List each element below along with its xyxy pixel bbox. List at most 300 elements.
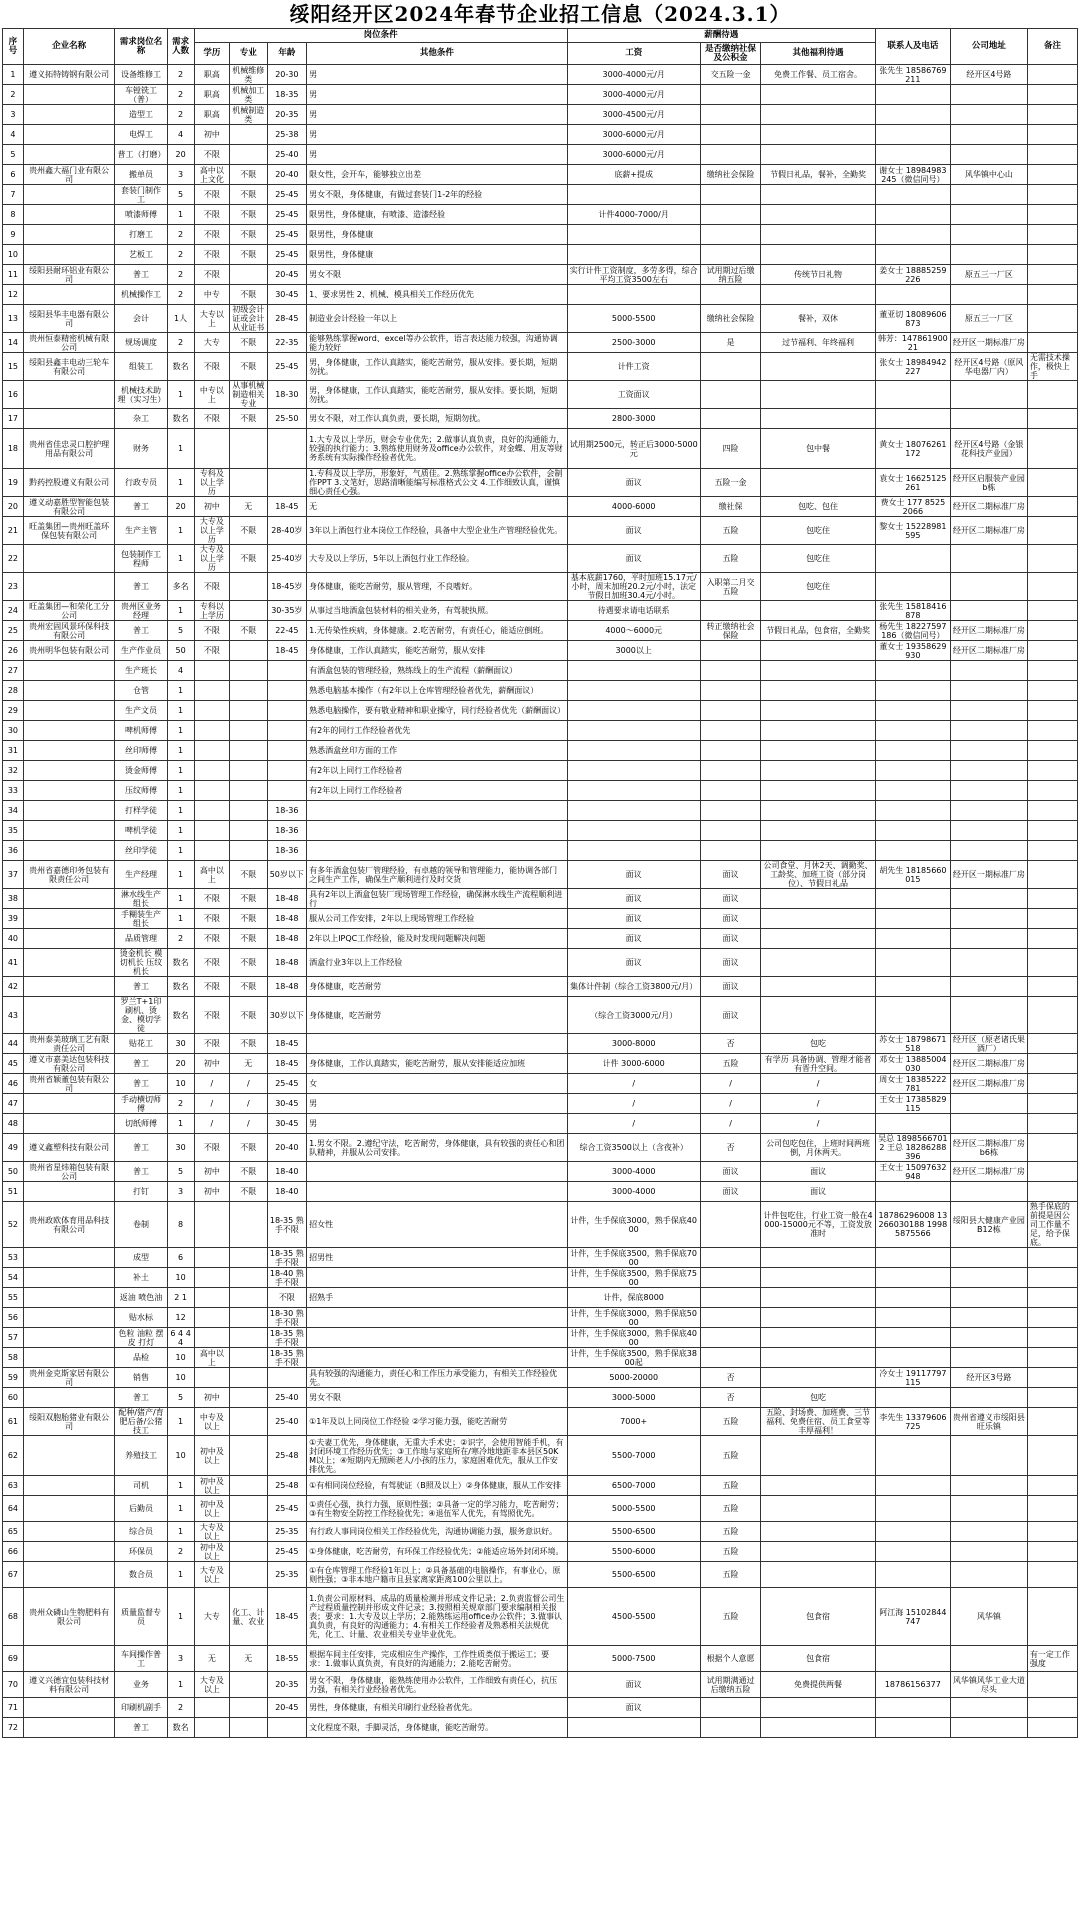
row-other: 制造业会计经验一年以上 — [307, 305, 567, 333]
row-insurance — [700, 381, 760, 409]
row-seq: 51 — [3, 1182, 24, 1202]
row-insurance: 缴纳社会保险 — [700, 165, 760, 185]
row-salary: 面议 — [567, 889, 700, 909]
row-education — [194, 1268, 229, 1288]
row-seq: 22 — [3, 545, 24, 573]
row-contact: 李先生 13379606725 — [875, 1408, 950, 1436]
row-salary: 3000-5000 — [567, 1388, 700, 1408]
table-row — [3, 409, 1078, 429]
row-age: 20-35 — [267, 105, 307, 125]
header-major: 专业 — [230, 43, 267, 65]
row-major: 不限 — [230, 889, 267, 909]
row-major — [230, 1718, 267, 1738]
row-major: 初级会计证或会计从业证书 — [230, 305, 267, 333]
row-company: 旺盖集团—贵州旺盖环保包装有限公司 — [23, 517, 115, 545]
table-row — [3, 1348, 1078, 1368]
row-note — [1027, 245, 1077, 265]
row-salary: 5000-7500 — [567, 1646, 700, 1672]
row-other: 限男性，身体健康，有喷漆、造漆经验 — [307, 205, 567, 225]
row-seq: 32 — [3, 761, 24, 781]
row-salary: 计件 3000-6000 — [567, 1054, 700, 1074]
row-insurance — [700, 185, 760, 205]
row-count: 1 — [167, 1522, 194, 1542]
row-company — [23, 781, 115, 801]
row-post: 综合员 — [115, 1522, 167, 1542]
row-seq: 67 — [3, 1562, 24, 1588]
row-contact — [875, 1562, 950, 1588]
row-welfare: 面议 — [761, 1162, 876, 1182]
row-salary — [567, 701, 700, 721]
row-other: 招熟手 — [307, 1288, 567, 1308]
row-seq: 12 — [3, 285, 24, 305]
row-insurance — [700, 1308, 760, 1328]
row-contact: 邓女士 13885004030 — [875, 1054, 950, 1074]
row-seq: 28 — [3, 681, 24, 701]
row-count: 1 — [167, 1562, 194, 1588]
row-address: 经开区一期标准厂房 — [950, 861, 1027, 889]
row-post: 普工 — [115, 1162, 167, 1182]
row-education: 职高 — [194, 65, 229, 85]
row-insurance — [700, 205, 760, 225]
row-count: 数名 — [167, 409, 194, 429]
row-salary — [567, 245, 700, 265]
row-address — [950, 573, 1027, 601]
row-company — [23, 701, 115, 721]
row-education: / — [194, 1074, 229, 1094]
table-row — [3, 1476, 1078, 1496]
row-insurance — [700, 701, 760, 721]
row-salary — [567, 1718, 700, 1738]
table-row — [3, 889, 1078, 909]
row-major — [230, 661, 267, 681]
row-count: 20 — [167, 145, 194, 165]
row-insurance — [700, 1348, 760, 1368]
row-insurance — [700, 1288, 760, 1308]
row-age: 25-48 — [267, 1476, 307, 1496]
row-contact: 谢女士 18984983245（微信同号） — [875, 165, 950, 185]
table-row — [3, 185, 1078, 205]
row-education: 大专以上 — [194, 305, 229, 333]
table-row — [3, 1388, 1078, 1408]
row-other: 1、要求男性 2、机械、模具相关工作经历优先 — [307, 285, 567, 305]
row-major: 不限 — [230, 333, 267, 353]
row-contact: 袁女士 16625125261 — [875, 469, 950, 497]
row-welfare — [761, 1542, 876, 1562]
row-other: 2年以上IPQC工作经验，能及时发现问题解决问题 — [307, 929, 567, 949]
row-education — [194, 429, 229, 469]
row-major: 机械加工类 — [230, 85, 267, 105]
row-welfare: 包吃住 — [761, 573, 876, 601]
row-insurance: 面议 — [700, 929, 760, 949]
row-company — [23, 1268, 115, 1288]
row-insurance — [700, 741, 760, 761]
row-salary: 5000-20000 — [567, 1368, 700, 1388]
row-major — [230, 721, 267, 741]
row-company — [23, 225, 115, 245]
row-seq: 43 — [3, 997, 24, 1034]
row-welfare: 传统节日礼物 — [761, 265, 876, 285]
row-contact: 杨先生 18227597186（微信同号） — [875, 621, 950, 641]
row-post: 生产经理 — [115, 861, 167, 889]
row-other: 无 — [307, 497, 567, 517]
row-education: 初中及以上 — [194, 1542, 229, 1562]
row-major: / — [230, 1114, 267, 1134]
row-address: 贵州省遵义市绥阳县旺乐镇 — [950, 1408, 1027, 1436]
row-count: 1 — [167, 841, 194, 861]
row-salary: 待遇要求请电话联系 — [567, 601, 700, 621]
table-row — [3, 285, 1078, 305]
table-row — [3, 225, 1078, 245]
row-post: 搬单员 — [115, 165, 167, 185]
row-company: 贵州明华包装有限公司 — [23, 641, 115, 661]
row-age: 18-48 — [267, 949, 307, 977]
row-count: 1 — [167, 741, 194, 761]
row-seq: 6 — [3, 165, 24, 185]
row-address: 经开区启服装产业园b栋 — [950, 469, 1027, 497]
row-seq: 15 — [3, 353, 24, 381]
row-welfare — [761, 1348, 876, 1368]
row-count: 1 — [167, 821, 194, 841]
row-contact — [875, 929, 950, 949]
row-note — [1027, 1288, 1077, 1308]
row-company: 绥阳双胞胎猪业有限公司 — [23, 1408, 115, 1436]
row-welfare — [761, 1718, 876, 1738]
row-welfare: / — [761, 1094, 876, 1114]
row-welfare — [761, 205, 876, 225]
header-salary: 工资 — [567, 43, 700, 65]
table-row — [3, 333, 1078, 353]
row-company — [23, 721, 115, 741]
row-seq: 44 — [3, 1034, 24, 1054]
row-note — [1027, 1522, 1077, 1542]
row-salary: 5000-5500 — [567, 305, 700, 333]
row-salary: / — [567, 1074, 700, 1094]
row-note — [1027, 409, 1077, 429]
row-other: ①有仓库管理工作经验1年以上；②具备基础的电脑操作，有事业心，原则性强；③非本地户籍市且县家离家距离100公里以上。 — [307, 1562, 567, 1588]
row-major — [230, 681, 267, 701]
table-row — [3, 125, 1078, 145]
row-contact — [875, 1522, 950, 1542]
row-company: 贵州泰美玻璃工艺有限责任公司 — [23, 1034, 115, 1054]
row-address: 绥阳县大健康产业园B12栋 — [950, 1202, 1027, 1248]
row-other: 男，身体健康，工作认真踏实，能吃苦耐劳，服从安排。要长期，短期勿扰。 — [307, 353, 567, 381]
row-other: ①1年及以上同岗位工作经验 ②学习能力强，能吃苦耐劳 — [307, 1408, 567, 1436]
row-note — [1027, 545, 1077, 573]
row-major — [230, 1202, 267, 1248]
row-age: 18-40 — [267, 1162, 307, 1182]
row-company: 绥阳县华丰电器有限公司 — [23, 305, 115, 333]
row-education — [194, 1328, 229, 1348]
row-company — [23, 545, 115, 573]
row-post: 电焊工 — [115, 125, 167, 145]
row-post: 机械操作工 — [115, 285, 167, 305]
row-company — [23, 929, 115, 949]
row-company — [23, 1476, 115, 1496]
row-address: 经开区4号路（原风华电器厂内） — [950, 353, 1027, 381]
row-major: 不限 — [230, 353, 267, 381]
row-contact: 吴总 18985667012 王总 18286288396 — [875, 1134, 950, 1162]
table-row — [3, 1542, 1078, 1562]
table-row — [3, 949, 1078, 977]
row-other: 具有较强的沟通能力，责任心和工作压力承受能力，有相关工作经验优先。 — [307, 1368, 567, 1388]
row-major — [230, 821, 267, 841]
row-address — [950, 381, 1027, 409]
row-address — [950, 145, 1027, 165]
row-other: 有行政人事同岗位相关工作经验优先，沟通协调能力强，服务意识好。 — [307, 1522, 567, 1542]
row-note — [1027, 909, 1077, 929]
row-welfare: 节假日礼品，餐补，全勤奖 — [761, 165, 876, 185]
row-post: 普工 — [115, 1054, 167, 1074]
row-major: 不限 — [230, 929, 267, 949]
row-company — [23, 1328, 115, 1348]
row-age: 30-45 — [267, 1094, 307, 1114]
row-age: 28-45 — [267, 305, 307, 333]
row-count: 数名 — [167, 997, 194, 1034]
row-note — [1027, 661, 1077, 681]
row-contact: 董亚切 18089606873 — [875, 305, 950, 333]
row-education: 不限 — [194, 997, 229, 1034]
row-address — [950, 185, 1027, 205]
row-count: 2 1 — [167, 1288, 194, 1308]
row-seq: 25 — [3, 621, 24, 641]
row-contact — [875, 225, 950, 245]
row-insurance: 交五险一金 — [700, 65, 760, 85]
row-welfare — [761, 145, 876, 165]
row-contact — [875, 681, 950, 701]
row-seq: 63 — [3, 1476, 24, 1496]
row-insurance: 五险一金 — [700, 469, 760, 497]
row-education — [194, 721, 229, 741]
row-insurance — [700, 225, 760, 245]
row-education: 不限 — [194, 909, 229, 929]
row-note: 无需技术操作，极快上手 — [1027, 353, 1077, 381]
row-contact — [875, 889, 950, 909]
row-contact: 冷女士 19117797115 — [875, 1368, 950, 1388]
row-insurance — [700, 245, 760, 265]
row-contact — [875, 1328, 950, 1348]
row-major: 从事机械制造相关专业 — [230, 381, 267, 409]
row-company — [23, 1388, 115, 1408]
row-insurance — [700, 105, 760, 125]
row-note — [1027, 1436, 1077, 1476]
row-major — [230, 573, 267, 601]
row-note — [1027, 997, 1077, 1034]
row-welfare — [761, 1698, 876, 1718]
row-age: 18-48 — [267, 889, 307, 909]
row-education: 高中以上 — [194, 861, 229, 889]
row-insurance: 五险 — [700, 545, 760, 573]
row-age: 18-35 熟手不限 — [267, 1202, 307, 1248]
row-post: 卷制 — [115, 1202, 167, 1248]
row-welfare — [761, 1562, 876, 1588]
row-count: 1 — [167, 1588, 194, 1646]
row-other: 文化程度不限，手脚灵活，身体健康，能吃苦耐劳。 — [307, 1718, 567, 1738]
row-post: 贴花工 — [115, 1034, 167, 1054]
row-salary: 计件，保底8000 — [567, 1288, 700, 1308]
table-row — [3, 205, 1078, 225]
row-insurance: 转正缴纳社会保险 — [700, 621, 760, 641]
row-seq: 69 — [3, 1646, 24, 1672]
table-row — [3, 701, 1078, 721]
row-company: 遵义鑫塑科技有限公司 — [23, 1134, 115, 1162]
row-major: 不限 — [230, 1182, 267, 1202]
row-major — [230, 1248, 267, 1268]
row-contact — [875, 1348, 950, 1368]
row-major: 不限 — [230, 977, 267, 997]
row-welfare — [761, 1328, 876, 1348]
row-post: 机械技术助理（实习生） — [115, 381, 167, 409]
row-major — [230, 1388, 267, 1408]
row-other: 男女不限 — [307, 265, 567, 285]
row-post: 车间操作普工 — [115, 1646, 167, 1672]
row-education: / — [194, 1094, 229, 1114]
table-row — [3, 573, 1078, 601]
row-count: 1 — [167, 601, 194, 621]
row-contact — [875, 661, 950, 681]
row-insurance — [700, 409, 760, 429]
row-count: 2 — [167, 1698, 194, 1718]
row-contact — [875, 85, 950, 105]
row-insurance — [700, 85, 760, 105]
table-row — [3, 601, 1078, 621]
row-insurance: 五险 — [700, 517, 760, 545]
row-contact: 胡先生 18185660015 — [875, 861, 950, 889]
row-address — [950, 1476, 1027, 1496]
row-seq: 4 — [3, 125, 24, 145]
row-contact — [875, 1542, 950, 1562]
header-contact: 联系人及电话 — [875, 29, 950, 65]
row-company — [23, 997, 115, 1034]
row-count: 数名 — [167, 1718, 194, 1738]
row-company — [23, 821, 115, 841]
row-education: 不限 — [194, 949, 229, 977]
row-count: 10 — [167, 1436, 194, 1476]
row-contact — [875, 245, 950, 265]
row-age: 18-45 — [267, 1588, 307, 1646]
row-insurance: 入职第二月交五险 — [700, 573, 760, 601]
row-seq: 1 — [3, 65, 24, 85]
row-note — [1027, 1074, 1077, 1094]
row-other: 身体健康，吃苦耐劳 — [307, 997, 567, 1034]
row-address — [950, 409, 1027, 429]
table-row — [3, 821, 1078, 841]
row-post: 烫金机长 模切机长 压纹机长 — [115, 949, 167, 977]
row-post: 打样学徒 — [115, 801, 167, 821]
row-age — [267, 681, 307, 701]
row-welfare — [761, 1436, 876, 1476]
row-contact: 费女士 177 8525 2066 — [875, 497, 950, 517]
row-salary: 3000-6000元/月 — [567, 125, 700, 145]
row-contact — [875, 1248, 950, 1268]
header-age: 年龄 — [267, 43, 307, 65]
row-other — [307, 1182, 567, 1202]
table-row — [3, 781, 1078, 801]
row-count: 10 — [167, 1368, 194, 1388]
row-welfare — [761, 681, 876, 701]
row-major — [230, 1698, 267, 1718]
row-salary — [567, 185, 700, 205]
row-education: 大专及以上 — [194, 1562, 229, 1588]
row-seq: 33 — [3, 781, 24, 801]
row-note — [1027, 1114, 1077, 1134]
row-salary: 计件，生手保底3500，熟手保底7500 — [567, 1268, 700, 1288]
row-company — [23, 1182, 115, 1202]
row-age: 25-35 — [267, 1522, 307, 1542]
row-salary: 计件，生手保底3500，熟手保底3800起 — [567, 1348, 700, 1368]
row-education: 不限 — [194, 1134, 229, 1162]
row-salary — [567, 741, 700, 761]
table-row — [3, 545, 1078, 573]
row-note — [1027, 601, 1077, 621]
row-post: 普工 — [115, 621, 167, 641]
row-company — [23, 1248, 115, 1268]
row-welfare: / — [761, 1074, 876, 1094]
row-insurance: 面议 — [700, 889, 760, 909]
table-row — [3, 381, 1078, 409]
row-count: 2 — [167, 1094, 194, 1114]
row-age: 18-48 — [267, 909, 307, 929]
row-note: 有一定工作强度 — [1027, 1646, 1077, 1672]
row-count: 2 — [167, 85, 194, 105]
row-other: 男性，身体健康，有相关印刷行业经验者优先。 — [307, 1698, 567, 1718]
row-post: 普工 — [115, 977, 167, 997]
row-major — [230, 1436, 267, 1476]
header-company: 企业名称 — [23, 29, 115, 65]
row-seq: 40 — [3, 929, 24, 949]
row-education: 专科以上学历 — [194, 601, 229, 621]
row-contact — [875, 1646, 950, 1672]
row-contact: 黎女士 15228981595 — [875, 517, 950, 545]
row-education: 职高 — [194, 105, 229, 125]
row-address: 经开区一期标准厂房 — [950, 333, 1027, 353]
row-seq: 24 — [3, 601, 24, 621]
row-company: 贵州宏固风景环保科技有限公司 — [23, 621, 115, 641]
row-insurance: / — [700, 1074, 760, 1094]
row-count: 1 — [167, 801, 194, 821]
row-count: 4 — [167, 125, 194, 145]
row-major — [230, 469, 267, 497]
row-salary: 5500-6500 — [567, 1562, 700, 1588]
row-education — [194, 821, 229, 841]
row-post: 生产班长 — [115, 661, 167, 681]
row-address — [950, 1436, 1027, 1476]
table-row — [3, 1436, 1078, 1476]
row-contact — [875, 1476, 950, 1496]
row-note — [1027, 1698, 1077, 1718]
row-address — [950, 701, 1027, 721]
row-major — [230, 1522, 267, 1542]
table-row — [3, 1672, 1078, 1698]
row-salary: 计件，生手保底3000，熟手保底5000 — [567, 1308, 700, 1328]
row-education: 大专及以上 — [194, 1522, 229, 1542]
row-company — [23, 1436, 115, 1476]
row-seq: 38 — [3, 889, 24, 909]
table-row — [3, 305, 1078, 333]
row-salary: 面议 — [567, 1672, 700, 1698]
row-age — [267, 661, 307, 681]
row-company — [23, 185, 115, 205]
table-row — [3, 429, 1078, 469]
row-welfare: 包食宿 — [761, 1646, 876, 1672]
row-age — [267, 741, 307, 761]
row-welfare — [761, 245, 876, 265]
row-address: 经开区二期标准厂房 — [950, 497, 1027, 517]
row-contact — [875, 1308, 950, 1328]
row-company — [23, 1646, 115, 1672]
row-count: 2 — [167, 929, 194, 949]
row-education: 初中及以上 — [194, 1496, 229, 1522]
table-row — [3, 909, 1078, 929]
